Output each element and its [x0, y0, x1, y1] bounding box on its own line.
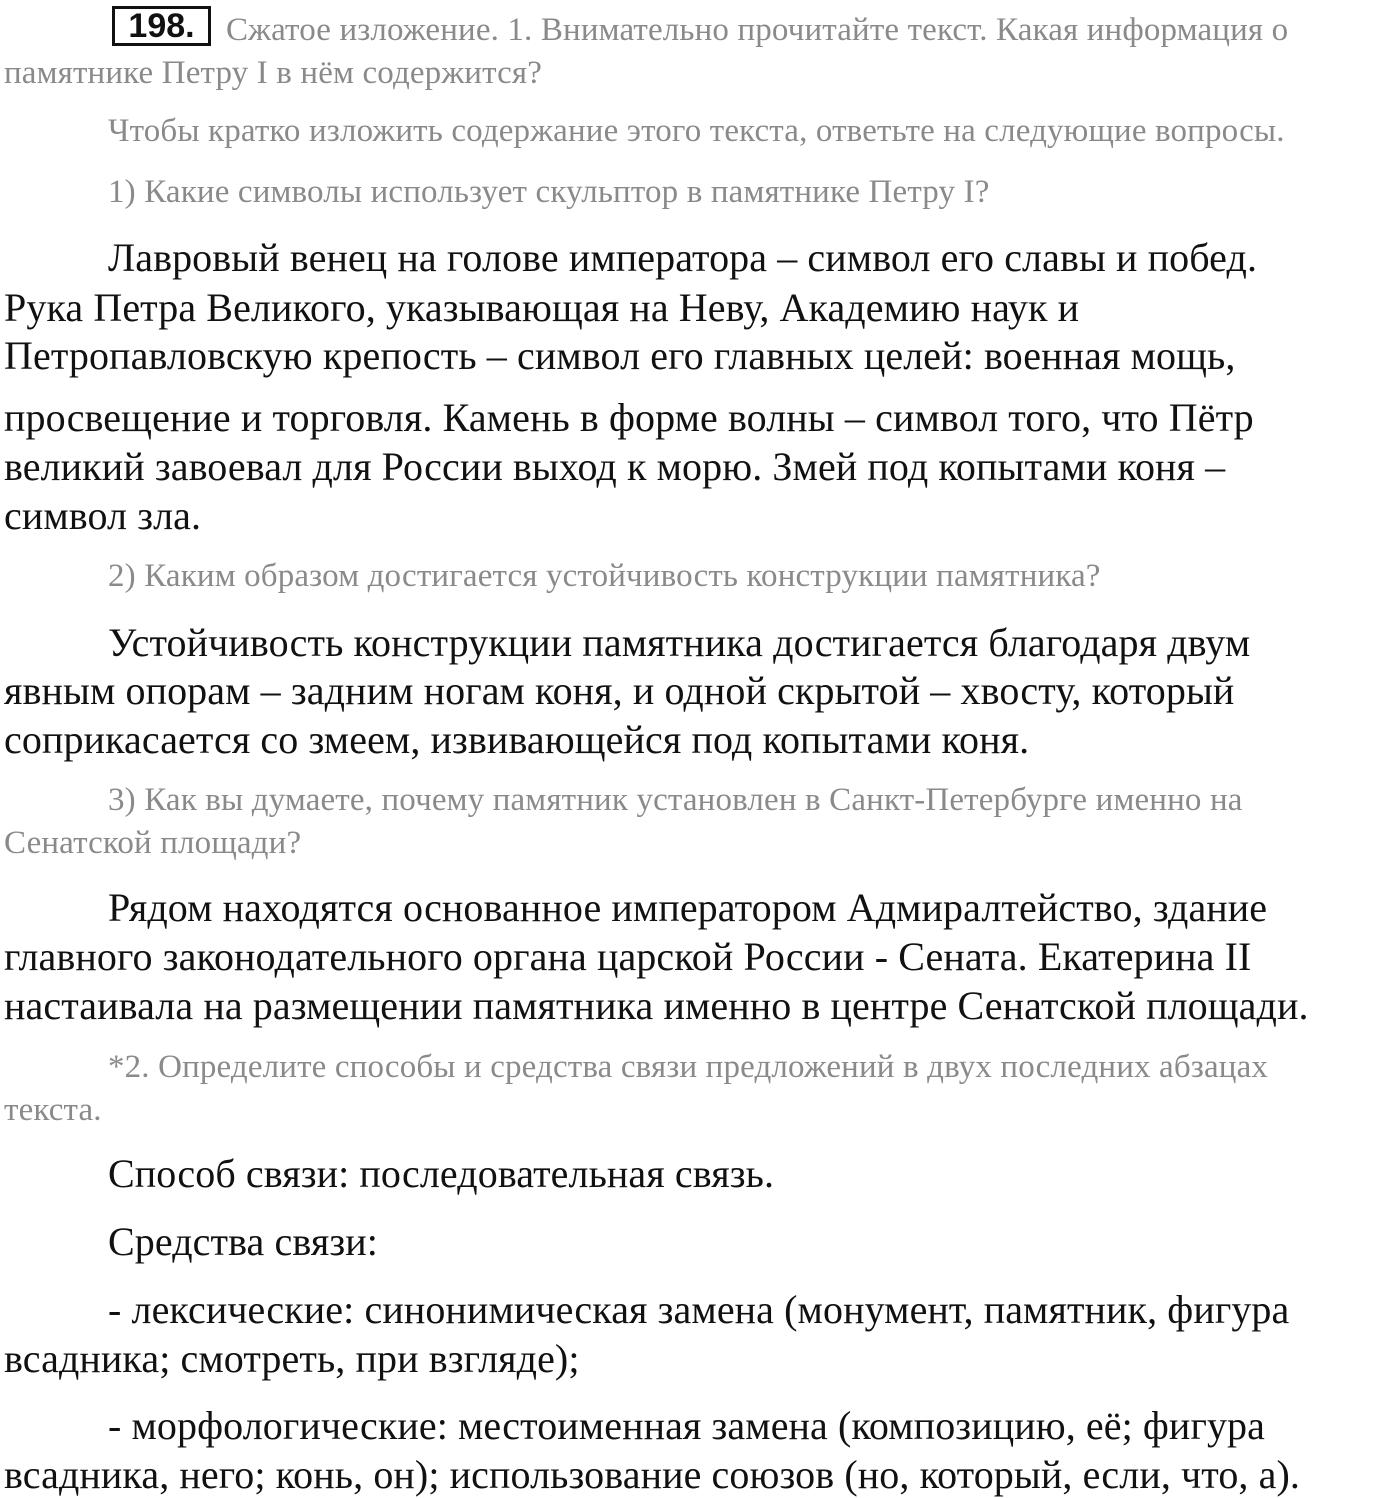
answer-morphological-line-2: всадника, него; конь, он); использование союзов (но, который, если, что, а). [4, 1452, 1300, 1497]
answer-2-line-1: Устойчивость конструкции памятника достигается благодаря двум [108, 620, 1251, 665]
answer-lexical-line-2: всадника; смотреть, при взгляде); [4, 1336, 580, 1381]
answer-1-line-2: Рука Петра Великого, указывающая на Неву, Академию наук и [4, 285, 1080, 330]
answer-connection-means: Средства связи: [108, 1219, 378, 1264]
question-1: 1) Какие символы использует скульптор в памятнике Петру I? [108, 174, 990, 210]
answer-lexical-line-1: - лексические: синонимическая замена (монумент, памятник, фигура [108, 1287, 1290, 1332]
answer-1-line-3: Петропавловскую крепость – символ его главных целей: военная мощь, [4, 333, 1236, 378]
answer-3-line-3: настаивала на размещении памятника именно в центре Сенатской площади. [4, 983, 1309, 1028]
answer-2-line-3: соприкасается со змеем, извивающейся под копытами коня. [4, 717, 1030, 762]
answer-3-line-1: Рядом находятся основанное императором Адмиралтейство, здание [108, 885, 1268, 930]
instruction-text: Чтобы кратко изложить содержание этого текста, ответьте на следующие вопросы. [108, 113, 1285, 149]
task-2-line-2: текста. [4, 1092, 102, 1128]
answer-morphological-line-1: - морфологические: местоименная замена (композицию, её; фигура [108, 1403, 1266, 1448]
task-text-line-2: памятнике Петру I в нём содержится? [4, 55, 542, 91]
exercise-number-box: 198. [112, 6, 211, 46]
answer-2-line-2: явным опорам – задним ногам коня, и одной скрытой – хвосту, который [4, 668, 1235, 713]
answer-connection-method: Способ связи: последовательная связь. [108, 1151, 775, 1196]
question-3-line-2: Сенатской площади? [4, 825, 302, 861]
task-text-line-1: Сжатое изложение. 1. Внимательно прочитайте текст. Какая информация о [226, 12, 1289, 48]
answer-1-line-5: великий завоевал для России выход к морю. Змей под копытами коня – [4, 444, 1226, 489]
question-3-line-1: 3) Как вы думаете, почему памятник установлен в Санкт-Петербурге именно на [108, 782, 1243, 818]
answer-1-line-4: просвещение и торговля. Камень в форме волны – символ того, что Пётр [4, 395, 1254, 440]
answer-1-line-6: символ зла. [4, 493, 202, 538]
task-2-line-1: *2. Определите способы и средства связи предложений в двух последних абзацах [108, 1049, 1269, 1085]
answer-1-line-1: Лавровый венец на голове императора – символ его славы и побед. [108, 235, 1258, 280]
answer-3-line-2: главного законодательного органа царской России - Сената. Екатерина II [4, 934, 1252, 979]
question-2: 2) Каким образом достигается устойчивость конструкции памятника? [108, 558, 1101, 594]
